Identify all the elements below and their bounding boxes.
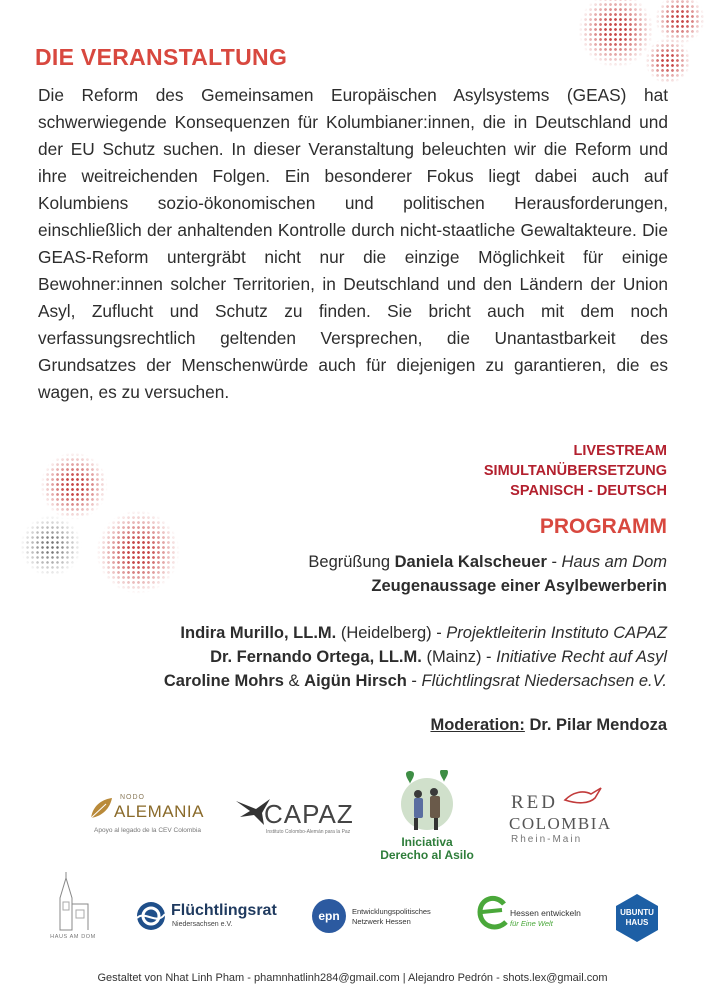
iniciativa-logo [372,770,482,868]
ubuntu-text-1: UBUNTU [620,908,654,917]
moderation-line [47,713,667,737]
speaker-name: Aigün Hirsch [304,672,407,690]
iniciativa-text-2: Derecho al Asilo [380,848,474,862]
epn-logo [312,899,452,935]
iniciativa-text-1: Iniciativa [401,835,453,849]
speaker-row [47,669,667,693]
haus-am-dom-logo [46,870,100,945]
rhein-main-text: Rhein-Main [511,834,583,845]
halftone-decoration-left-1 [40,452,108,520]
fluechtlingsrat-logo [135,900,275,936]
people-map-icon [392,770,462,832]
halftone-decoration-top-2 [655,0,705,44]
hessen-text-2: für Eine Welt [510,919,553,928]
welcome-prefix: Begrüßung [308,553,395,571]
hessen-text-1: Hessen entwickeln [510,908,581,918]
speakers-list [47,621,667,693]
speaker-sep: - [406,672,422,690]
circle-wave-icon [135,900,167,932]
epn-text-1: Entwicklungspolitisches [352,907,431,916]
translation-label: SIMULTANÜBERSETZUNG [483,463,667,479]
red-text: RED [511,792,558,813]
testimony-line [47,574,667,598]
capaz-text: CAPAZ [264,799,354,829]
capaz-logo [234,795,354,840]
nodo-big-text: ALEMANIA [114,802,204,821]
credits-footer: Gestaltet von Nhat Linh Pham - phamnhatlinh284@gmail.com | Alejandro Pedrón - shots.lex@gmail.com [97,972,608,984]
livestream-label: LIVESTREAM [573,443,667,459]
cathedral-icon [46,870,100,932]
leaf-icon [88,796,114,822]
nodo-alemania-logo [88,792,218,842]
section-heading: DIE VERANSTALTUNG [35,44,288,70]
livestream-info [484,441,667,501]
epn-text-2: Netzwerk Hessen [352,917,411,926]
speaker-role: Flüchtlingsrat Niedersachsen e.V. [421,672,667,690]
red-colombia-logo [507,784,617,848]
testimony-text: Zeugenaussage einer Asylbewerberin [371,577,667,595]
moderation-label: Moderation: [430,716,525,734]
nodo-sub-text: Apoyo al legado de la CEV Colombia [94,827,201,834]
dove-icon [563,786,603,808]
nodo-small-text: NODO [120,794,145,801]
haus-am-dom-text: HAUS AM DOM [50,934,96,940]
welcome-separator: - [546,553,562,571]
welcome-name: Daniela Kalscheuer [394,553,547,571]
e-swirl-icon [476,894,510,934]
ubuntu-haus-logo [614,893,660,943]
speaker-row [47,645,667,669]
moderation-name: Dr. Pilar Mendoza [524,716,667,734]
speaker-name: Dr. Fernando Ortega, LL.M. [210,648,422,666]
colombia-text: COLOMBIA [509,814,612,833]
halftone-decoration-top-3 [645,38,691,84]
fluechtlingsrat-text: Flüchtlingsrat [171,902,277,919]
speaker-place: (Heidelberg) - [336,624,447,642]
speaker-name: Indira Murillo, LL.M. [180,624,337,642]
speaker-name: Caroline Mohrs [163,672,284,690]
speaker-row [47,621,667,645]
speaker-place: (Mainz) - [421,648,497,666]
languages-label: SPANISCH - DEUTSCH [510,483,667,499]
capaz-sub-text: Instituto Colombo-Alemán para la Paz [266,829,351,835]
ubuntu-text-2: HAUS [625,918,649,927]
welcome-org: Haus am Dom [561,553,667,571]
event-description: Die Reform des Gemeinsamen Europäischen Asylsystems (GEAS) hat schwerwiegende Konsequenzen für Kolumbianer:innen, die in Deutschland und der EU Schutz suchen. In dieser Veranstaltung beleuchten wir die Reform und ihre weitreichenden Folgen. Ein besonderer Fokus liegt dabei auch auf Kolumbiens sozio-ökonomischen und politischen Herausforderungen, einschließlich der anhaltenden Kontrolle durch nicht-staatliche Gewaltakteure. Die GEAS-Reform untergräbt nicht nur die einzige Möglichkeit für einige Bewohner:innen solcher Territorien, in Deutschland und den Ländern der Union Asyl, Zuflucht und Schutz zu finden. Sie bricht auch mit dem noch verfassungsrechtlich geltenden Versprechen, die Unantastbarkeit des Grundsatzes der Menschenwürde auch für diejenigen zu garantieren, die es wagen, es zu versuchen. [38,85,668,402]
welcome-line [47,550,667,574]
halftone-decoration-top-1 [578,0,654,68]
hessen-entwickeln-logo [476,894,586,938]
speaker-amp: & [283,672,305,690]
speaker-role: Projektleiterin Instituto CAPAZ [446,624,667,642]
epn-badge: epn [312,899,346,933]
programm-intro [47,550,667,598]
speaker-role: Initiative Recht auf Asyl [496,648,667,666]
programm-heading: PROGRAMM [539,515,667,538]
fluechtlingsrat-sub-text: Niedersachsen e.V. [172,921,233,928]
